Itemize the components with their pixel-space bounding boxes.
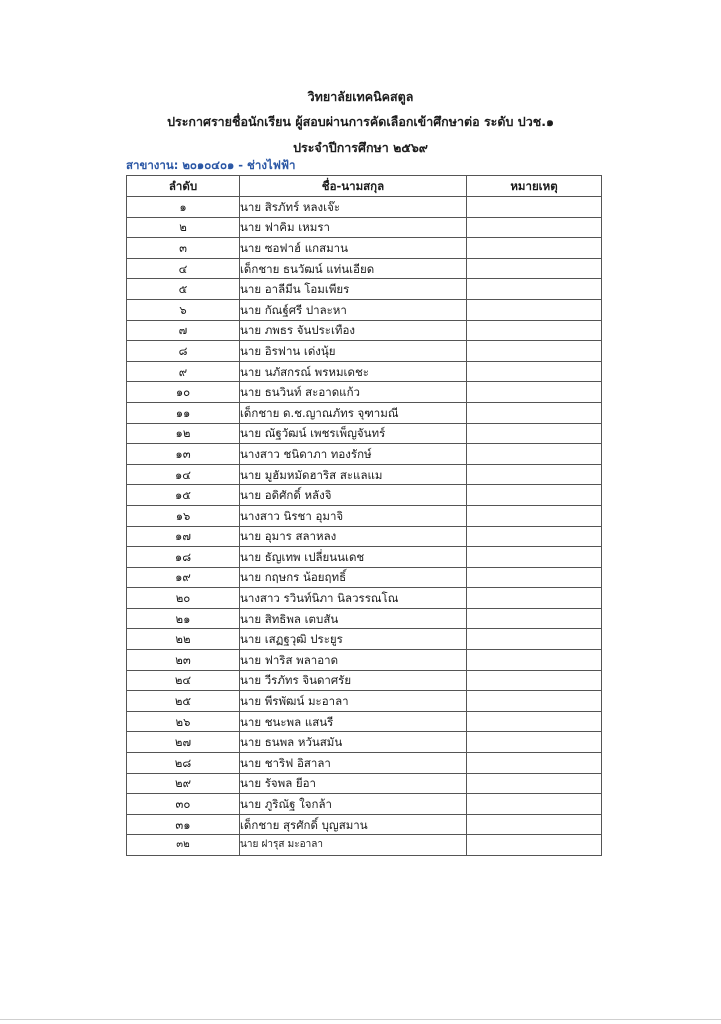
row-note	[467, 238, 602, 259]
row-note	[467, 670, 602, 691]
row-note	[467, 567, 602, 588]
department-label: สาขางาน: ๒๐๑๐๔๐๑ - ช่างไฟฟ้า	[126, 158, 296, 172]
student-name: นาย สิทธิพล เตบสัน	[240, 608, 467, 629]
table-row	[127, 217, 602, 238]
table-row	[127, 526, 602, 547]
academic-year: ประจำปีการศึกษา ๒๕๖๙	[293, 140, 428, 155]
table-row	[127, 279, 602, 300]
row-number: ๒๑	[127, 608, 240, 629]
row-note	[467, 444, 602, 465]
table-row	[127, 773, 602, 794]
table-row	[127, 382, 602, 403]
table-row	[127, 485, 602, 506]
row-number: ๑๒	[127, 423, 240, 444]
row-note	[467, 691, 602, 712]
table-row	[127, 588, 602, 609]
row-note	[467, 526, 602, 547]
row-note	[467, 732, 602, 753]
row-note	[467, 279, 602, 300]
table-row	[127, 547, 602, 568]
row-number: ๑๗	[127, 526, 240, 547]
table-row	[127, 650, 602, 671]
student-name: นาย อุมาร สลาหลง	[240, 526, 467, 547]
row-number: ๑๑	[127, 402, 240, 423]
student-name: นางสาว นิรชา อุมาจิ	[240, 505, 467, 526]
row-note	[467, 814, 602, 835]
table-row	[127, 444, 602, 465]
announcement-title: ประกาศรายชื่อนักเรียน ผู้สอบผ่านการคัดเลือกเข้าศึกษาต่อ ระดับ ปวช.๑	[167, 114, 554, 129]
student-name: เด็กชาย ธนวัฒน์ แท่นเอียด	[240, 258, 467, 279]
row-note	[467, 341, 602, 362]
table-body	[127, 197, 602, 856]
row-note	[467, 588, 602, 609]
student-name: นาย อิรฟาน เด่งนุ้ย	[240, 341, 467, 362]
row-note	[467, 197, 602, 218]
row-number: ๘	[127, 341, 240, 362]
row-note	[467, 547, 602, 568]
table-row	[127, 711, 602, 732]
college-name: วิทยาลัยเทคนิคสตูล	[307, 89, 414, 104]
student-name: นาย อาลีมีน โอมเพียร	[240, 279, 467, 300]
table-row	[127, 670, 602, 691]
student-name: เด็กชาย สุรศักดิ์ บุญสมาน	[240, 814, 467, 835]
student-name: นาย ธนวินท์ สะอาดแก้ว	[240, 382, 467, 403]
student-name: นาย กฤษกร น้อยฤทธิ์	[240, 567, 467, 588]
row-note	[467, 485, 602, 506]
row-note	[467, 258, 602, 279]
student-name: นาย ธนพล หวันสมัน	[240, 732, 467, 753]
student-name: นาย สิรภัทร์ หลงเจ๊ะ	[240, 197, 467, 218]
student-name: นาย ชนะพล แสนรี	[240, 711, 467, 732]
row-note	[467, 320, 602, 341]
table-row	[127, 691, 602, 712]
student-name: นาย ภูริณัฐ ใจกล้า	[240, 794, 467, 815]
student-name: นาย ชาริฟ อิสาลา	[240, 753, 467, 774]
student-name: นาย กัณฐ์ศรี ปาละหา	[240, 299, 467, 320]
table-row	[127, 608, 602, 629]
table-row	[127, 361, 602, 382]
row-number: ๓๒	[127, 835, 240, 856]
table-row	[127, 753, 602, 774]
row-number: ๒๙	[127, 773, 240, 794]
table-header-row	[127, 176, 602, 197]
student-name: นาย นภัสกรณ์ พรหมเดชะ	[240, 361, 467, 382]
row-note	[467, 361, 602, 382]
row-number: ๓	[127, 238, 240, 259]
student-name: นางสาว รวินท์นิภา นิลวรรณโณ	[240, 588, 467, 609]
row-number: ๒๔	[127, 670, 240, 691]
student-name: นาย เสฏฐวุฒิ ประยูร	[240, 629, 467, 650]
row-number: ๓๑	[127, 814, 240, 835]
student-name: นาย ธัญเทพ เปลี่ยนนเดช	[240, 547, 467, 568]
row-number: ๑๘	[127, 547, 240, 568]
row-number: ๕	[127, 279, 240, 300]
row-number: ๑๕	[127, 485, 240, 506]
row-note	[467, 711, 602, 732]
table-row	[127, 629, 602, 650]
student-name: นาย ภพธร จันประเทือง	[240, 320, 467, 341]
student-name: นาย รัจพล ยีอา	[240, 773, 467, 794]
row-note	[467, 382, 602, 403]
column-header-note: หมายเหตุ	[467, 176, 602, 197]
table-row	[127, 505, 602, 526]
student-name: นางสาว ชนิดาภา ทองรักษ์	[240, 444, 467, 465]
row-note	[467, 650, 602, 671]
student-name: เด็กชาย ด.ช.ญาณภัทร จุฑามณี	[240, 402, 467, 423]
row-number: ๖	[127, 299, 240, 320]
student-name: นาย ซอฟาฮ์ แกสมาน	[240, 238, 467, 259]
student-name: นาย วีรภัทร จินดาศรัย	[240, 670, 467, 691]
table-row	[127, 299, 602, 320]
row-note	[467, 423, 602, 444]
row-number: ๒๗	[127, 732, 240, 753]
student-name: นาย ฟาคิม เหมรา	[240, 217, 467, 238]
table-row	[127, 567, 602, 588]
row-number: ๒๐	[127, 588, 240, 609]
student-name: นาย มูฮัมหมัดฮาริส สะแลแม	[240, 464, 467, 485]
row-note	[467, 505, 602, 526]
row-note	[467, 299, 602, 320]
row-number: ๒๘	[127, 753, 240, 774]
column-header-number: ลำดับ	[127, 176, 240, 197]
row-number: ๓๐	[127, 794, 240, 815]
row-note	[467, 629, 602, 650]
student-list-table	[126, 175, 602, 856]
row-note	[467, 835, 602, 856]
row-number: ๒๖	[127, 711, 240, 732]
table-row	[127, 464, 602, 485]
row-note	[467, 402, 602, 423]
row-note	[467, 773, 602, 794]
row-number: ๑๙	[127, 567, 240, 588]
table-row	[127, 402, 602, 423]
student-name: นาย ฟาริส พลาอาด	[240, 650, 467, 671]
table-row	[127, 258, 602, 279]
row-number: ๔	[127, 258, 240, 279]
table-row	[127, 814, 602, 835]
student-name: นาย อดิศักดิ์ หลังจิ	[240, 485, 467, 506]
student-name: นาย ฝารุส มะอาลา	[240, 835, 467, 856]
row-number: ๑๖	[127, 505, 240, 526]
row-note	[467, 608, 602, 629]
row-number: ๒	[127, 217, 240, 238]
row-number: ๑๐	[127, 382, 240, 403]
table-row	[127, 732, 602, 753]
table-row	[127, 320, 602, 341]
row-number: ๙	[127, 361, 240, 382]
student-name: นาย ณัฐวัฒน์ เพชรเพ็ญจันทร์	[240, 423, 467, 444]
table-row	[127, 423, 602, 444]
table-row	[127, 197, 602, 218]
row-number: ๑๓	[127, 444, 240, 465]
page-bottom-rule	[0, 1019, 721, 1020]
column-header-name: ชื่อ-นามสกุล	[240, 176, 467, 197]
table-row	[127, 794, 602, 815]
row-note	[467, 217, 602, 238]
row-number: ๒๒	[127, 629, 240, 650]
table-row	[127, 341, 602, 362]
row-number: ๑	[127, 197, 240, 218]
row-number: ๗	[127, 320, 240, 341]
table-row	[127, 835, 602, 856]
row-note	[467, 753, 602, 774]
row-note	[467, 794, 602, 815]
row-number: ๒๓	[127, 650, 240, 671]
student-name: นาย พีรพัฒน์ มะอาลา	[240, 691, 467, 712]
row-number: ๒๕	[127, 691, 240, 712]
table-row	[127, 238, 602, 259]
row-number: ๑๔	[127, 464, 240, 485]
row-note	[467, 464, 602, 485]
